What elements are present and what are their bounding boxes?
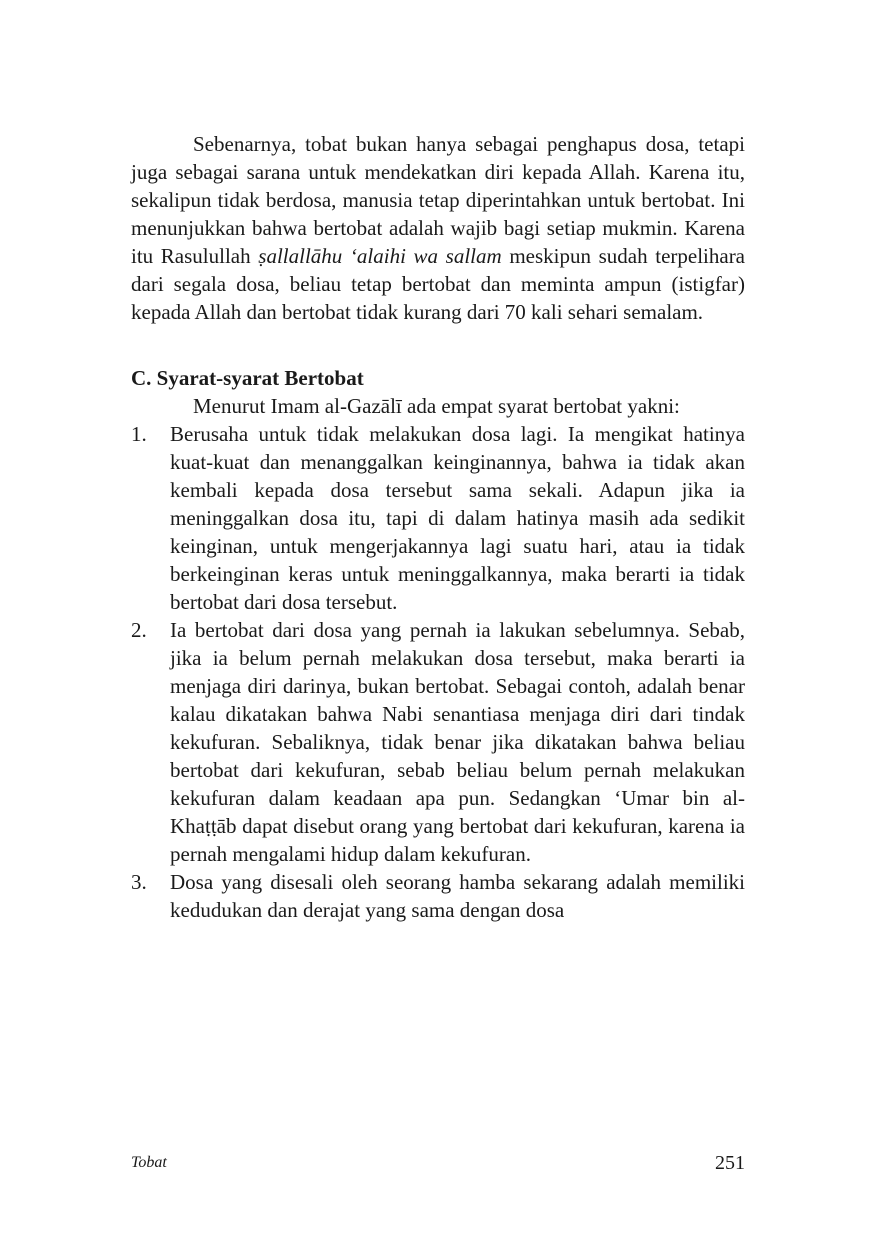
list-number: 2. bbox=[131, 618, 147, 642]
list-item bbox=[131, 420, 745, 616]
section-heading: C. Syarat-syarat Bertobat bbox=[131, 366, 364, 390]
page-footer bbox=[131, 1152, 745, 1178]
running-title: Tobat bbox=[131, 1154, 167, 1171]
paragraph bbox=[131, 130, 745, 326]
page-number: 251 bbox=[715, 1152, 745, 1174]
paragraph-text: meskipun sudah terpelihara dari segala dosa, beliau tetap bertobat dan meminta ampun (istigfar) kepada Allah dan bertobat tidak kurang dari 70 kali sehari semalam. bbox=[131, 244, 746, 324]
page-body bbox=[131, 130, 745, 924]
list-text: Ia bertobat dari dosa yang pernah ia lakukan sebelumnya. Sebab, jika ia belum pernah melakukan dosa tersebut, maka berarti ia menjaga diri darinya, bukan bertobat. Sebagai contoh, adalah benar kalau dikatakan bahwa Nabi senantiasa menjaga diri dari tindak kekufuran. Sebaliknya, tidak benar jika dikatakan bahwa beliau bertobat dari kekufuran, sebab beliau belum pernah melakukan kekufuran dalam keadaan apa pun. Sedangkan ‘Umar bin al-Khaṭṭāb dapat disebut orang yang bertobat dari kekufuran, karena ia pernah mengalami hidup dalam kekufuran. bbox=[170, 618, 745, 866]
list-item bbox=[131, 868, 745, 924]
honorific-italic: ṣallallāhu ‘alaihi wa sallam bbox=[258, 244, 502, 268]
list-number: 3. bbox=[131, 870, 147, 894]
list-item bbox=[131, 616, 745, 868]
section-intro: Menurut Imam al-Gazālī ada empat syarat bertobat yakni: bbox=[193, 394, 680, 418]
list-text: Dosa yang disesali oleh seorang hamba sekarang adalah memiliki kedudukan dan derajat yang sama dengan dosa bbox=[170, 870, 745, 922]
list-number: 1. bbox=[131, 422, 147, 446]
list-text: Berusaha untuk tidak melakukan dosa lagi. Ia mengikat hatinya kuat-kuat dan menanggalkan keinginannya, bahwa ia tidak akan kembali kepada dosa tersebut sama sekali. Adapun jika ia meninggalkan dosa itu, tapi di dalam hatinya masih ada sedikit keinginan, untuk mengerjakannya lagi suatu hari, atau ia tidak berkeinginan keras untuk meninggalkannya, maka berarti ia tidak bertobat dari dosa tersebut. bbox=[170, 422, 745, 614]
paragraph-text: Sebenarnya, tobat bukan hanya sebagai penghapus dosa, tetapi juga sebagai sarana untuk mendekatkan diri kepada Allah. Karena itu, sekalipun tidak berdosa, manusia tetap diperintahkan untuk bertobat. Ini menunjukkan bahwa bertobat adalah wajib bagi setiap mukmin. Karena itu Rasulullah bbox=[131, 132, 745, 268]
requirements-list bbox=[131, 420, 745, 924]
